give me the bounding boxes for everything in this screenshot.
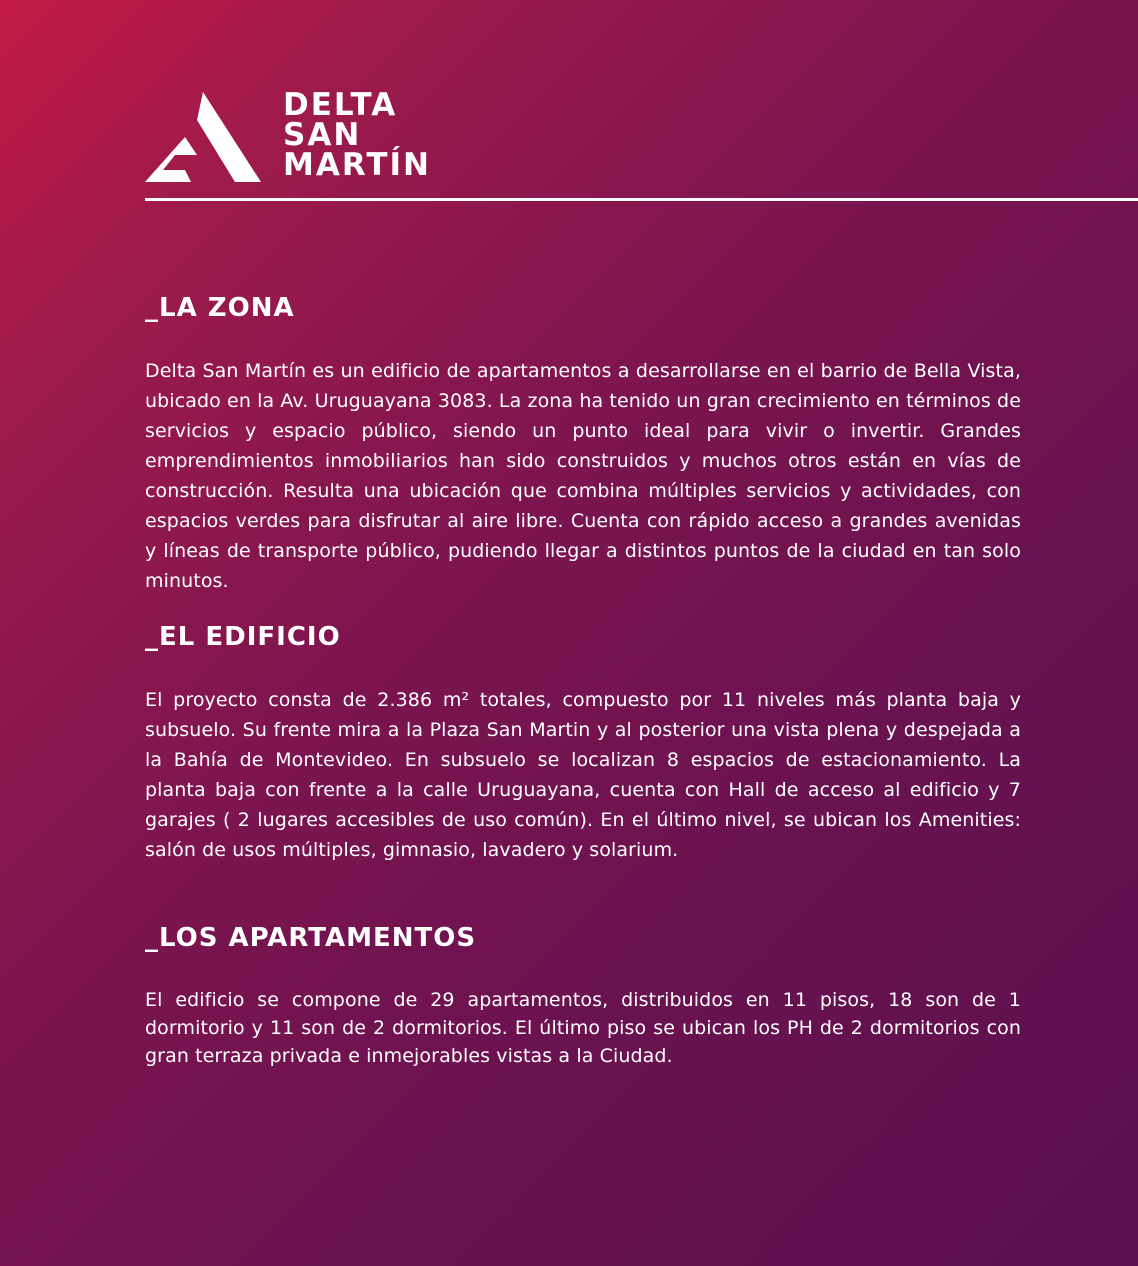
brand-wordmark: [283, 87, 431, 183]
brand-header: [145, 87, 465, 185]
section-title: _EL EDIFICIO: [145, 622, 341, 652]
brand-line-3: MARTÍN: [283, 147, 431, 183]
section-body: El proyecto consta de 2.386 m² totales, compuesto por 11 niveles más planta baja y subsuelo. Su frente mira a la Plaza San Martin y al posterior una vista plena y despejada a la Bahía de Montevideo. En subsuelo se localizan 8 espacios de estacionamiento. La planta baja con frente a la calle Uruguayana, cuenta con Hall de acceso al edificio y 7 garajes ( 2 lugares accesibles de uso común). En el último nivel, se ubican los Amenities: salón de usos múltiples, gimnasio, lavadero y solarium.: [145, 689, 1021, 861]
section-el-edificio: [145, 622, 1021, 861]
section-los-apartamentos: [145, 923, 1021, 1067]
header-divider: [145, 198, 1138, 201]
section-body: Delta San Martín es un edificio de apartamentos a desarrollarse en el barrio de Bella Vista, ubicado en la Av. Uruguayana 3083. La zona ha tenido un gran crecimiento en términos de servicios y espacio público, siendo un punto ideal para vivir o invertir. Grandes emprendimientos inmobiliarios han sido construidos y muchos otros están en vías de construcción. Resulta una ubicación que combina múltiples servicios y actividades, con espacios verdes para disfrutar al aire libre. Cuenta con rápido acceso a grandes avenidas y líneas de transporte público, pudiendo llegar a distintos puntos de la ciudad en tan solo minutos.: [145, 360, 1021, 592]
brand-line-2: SAN: [283, 117, 362, 153]
section-la-zona: [145, 293, 1021, 592]
section-title: _LA ZONA: [145, 293, 295, 323]
section-body: El edificio se compone de 29 apartamentos, distribuidos en 11 pisos, 18 son de 1 dormitorio y 11 son de 2 dormitorios. El último piso se ubican los PH de 2 dormitorios con gran terraza privada e inmejorables vistas a la Ciudad.: [145, 989, 1021, 1067]
brand-line-1: DELTA: [283, 87, 398, 123]
triangle-logo-icon: [145, 92, 261, 182]
section-title: _LOS APARTAMENTOS: [145, 923, 477, 953]
